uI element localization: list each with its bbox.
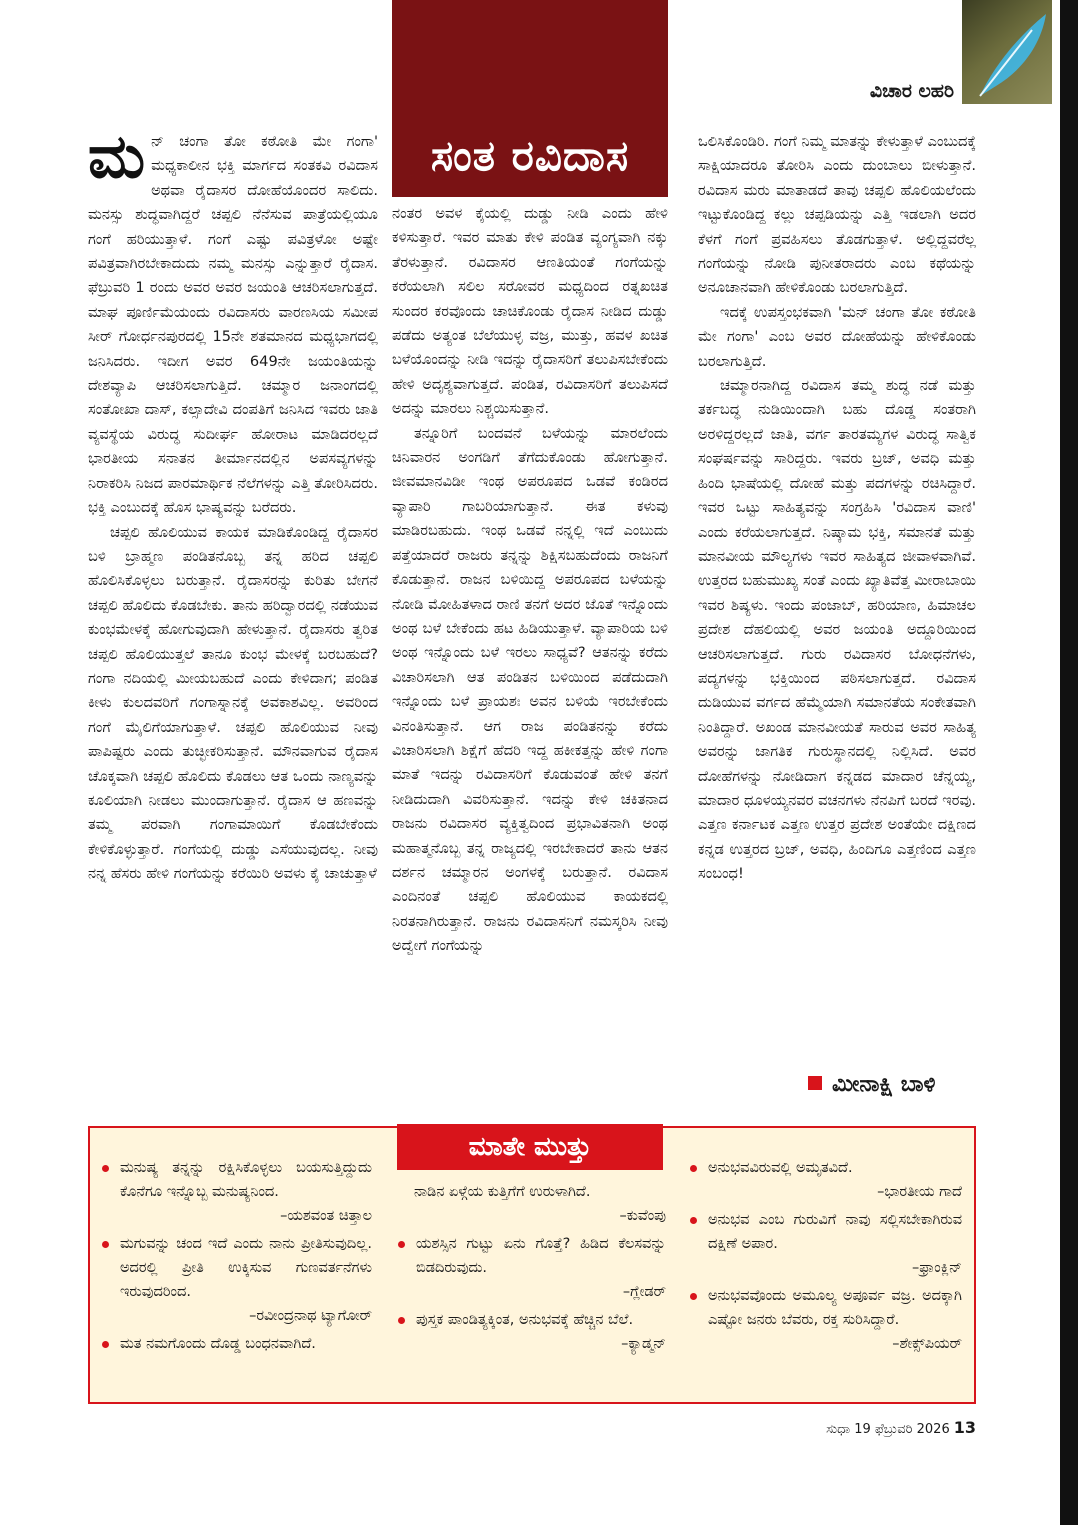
quote-item: ಪುಸ್ತಕ ಪಾಂಡಿತ್ಯಕ್ಕಿಂತ, ಅನುಭವಕ್ಕೆ ಹೆಚ್ಚಿನ ಬೆಲೆ.	[396, 1308, 666, 1332]
author-name: ಮೀನಾಕ್ಷಿ ಬಾಳಿ	[832, 1072, 936, 1097]
column-2-paragraph-1: ನಂತರ ಅವಳ ಕೈಯಲ್ಲಿ ದುಡ್ಡು ನೀಡಿ ಎಂದು ಹೇಳಿ ಕಳಿಸುತ್ತಾರೆ. ಇವರ ಮಾತು ಕೇಳಿ ಪಂಡಿತ ವ್ಯಂಗ್ಯವಾಗಿ ನಕ್ಕು ತೆರಳುತ್ತಾನೆ. ರವಿದಾಸರ ಆಣತಿಯಂತೆ ಗಂಗೆಯನ್ನು ಕರೆಯಲಾಗಿ ಸಲಿಲ ಸರೋವರ ಮಧ್ಯದಿಂದ ರತ್ನಖಚಿತ ಸುಂದರ ಕರವೊಂದು ಚಾಚಿಕೊಂಡು ರೈದಾಸ ನೀಡಿದ ದುಡ್ಡು ಪಡೆದು ಅತ್ಯಂತ ಬೆಲೆಯುಳ್ಳ ವಜ್ರ, ಮುತ್ತು, ಹವಳ ಖಚಿತ ಬಳೆಯೊಂದನ್ನು ನೀಡಿ ಇದನ್ನು ರೈದಾಸರಿಗೆ ತಲುಪಿಸಬೇಕೆಂದು ಹೇಳಿ ಅದೃಶ್ಯವಾಗುತ್ತದೆ. ಪಂಡಿತ, ರವಿದಾಸರಿಗೆ ತಲುಪಿಸದೆ ಅದನ್ನು ಮಾರಲು ನಿಶ್ಚಯಿಸುತ್ತಾನೆ.	[392, 205, 668, 418]
quote-item: ಯಶಸ್ಸಿನ ಗುಟ್ಟು ಏನು ಗೊತ್ತೆ? ಹಿಡಿದ ಕೆಲಸವನ್ನು ಬಿಡದಿರುವುದು.	[396, 1232, 666, 1280]
column-1-paragraph-1: ನ್ ಚಂಗಾ ತೋ ಕಠೋತಿ ಮೇ ಗಂಗಾ' ಮಧ್ಯಕಾಲೀನ ಭಕ್ತಿ ಮಾರ್ಗದ ಸಂತಕವಿ ರವಿದಾಸ ಅಥವಾ ರೈದಾಸರ ದೋಹೆಯೊಂದರ ಸಾಲಿದು. ಮನಸ್ಸು ಶುದ್ಧವಾಗಿದ್ದರೆ ಚಪ್ಪಲಿ ನೆನೆಸುವ ಪಾತ್ರೆಯಲ್ಲಿಯೂ ಗಂಗೆ ಹರಿಯುತ್ತಾಳೆ. ಗಂಗೆ ಎಷ್ಟು ಪವಿತ್ರಳೋ ಅಷ್ಟೇ ಪವಿತ್ರವಾಗಿರಬೇಕಾದುದು ನಮ್ಮ ಮನಸ್ಸು ಎನ್ನುತ್ತಾರೆ ರೈದಾಸ. ಫೆಬ್ರುವರಿ 1 ರಂದು ಅವರ ಅವರ ಜಯಂತಿ ಆಚರಿಸಲಾಗುತ್ತದೆ. ಮಾಘ ಪೂರ್ಣಿಮೆಯಂದು ರವಿದಾಸರು ವಾರಣಸಿಯ ಸಮೀಪ ಸೀರ್ ಗೋರ್ಧನಪುರದಲ್ಲಿ 15ನೇ ಶತಮಾನದ ಮಧ್ಯಭಾಗದಲ್ಲಿ ಜನಿಸಿದರು. ಇದೀಗ ಅವರ 649ನೇ ಜಯಂತಿಯನ್ನು ದೇಶವ್ಯಾಪಿ ಆಚರಿಸಲಾಗುತ್ತಿದೆ. ಚಮ್ಮಾರ ಜನಾಂಗದಲ್ಲಿ ಸಂತೋಖಾ ದಾಸ್, ಕಲ್ಸಾದೇವಿ ದಂಪತಿಗೆ ಜನಿಸಿದ ಇವರು ಜಾತಿ ವ್ಯವಸ್ಥೆಯ ವಿರುದ್ಧ ಸುದೀರ್ಘ ಹೋರಾಟ ಮಾಡಿದರಲ್ಲದೆ ಭಾರತೀಯ ಸನಾತನ ತೀರ್ಮಾನದಲ್ಲಿನ ಅಪಸವ್ಯಗಳನ್ನು ನಿರಾಕರಿಸಿ ನಿಜದ ಪಾರಮಾರ್ಥಿಕ ನೆಲೆಗಳನ್ನು ಎತ್ತಿ ತೋರಿಸಿದರು. ಭಕ್ತಿ ಎಂಬುದಕ್ಕೆ ಹೊಸ ಭಾಷ್ಯವನ್ನು ಬರೆದರು.	[88, 133, 378, 517]
quote-source: –ಕ್ಯಾಡ್ಮನ್	[621, 1336, 666, 1352]
column-1-paragraph-2: ಚಪ್ಪಲಿ ಹೊಲಿಯುವ ಕಾಯಕ ಮಾಡಿಕೊಂಡಿದ್ದ ರೈದಾಸರ ಬಳಿ ಬ್ರಾಹ್ಮಣ ಪಂಡಿತನೊಬ್ಬ ತನ್ನ ಹರಿದ ಚಪ್ಪಲಿ ಹೊಲಿಸಿಕೊಳ್ಳಲು ಬರುತ್ತಾನೆ. ರೈದಾಸರನ್ನು ಕುರಿತು ಬೇಗನೆ ಚಪ್ಪಲಿ ಹೊಲಿದು ಕೊಡಬೇಕು. ತಾನು ಹರಿದ್ವಾರದಲ್ಲಿ ನಡೆಯುವ ಕುಂಭಮೇಳಕ್ಕೆ ಹೋಗುವುದಾಗಿ ಹೇಳುತ್ತಾನೆ. ರೈದಾಸರು ತ್ವರಿತ ಚಪ್ಪಲಿ ಹೊಲಿಯುತ್ತಲೆ ತಾನೂ ಕುಂಭ ಮೇಳಕ್ಕೆ ಬರಬಹುದೆ? ಗಂಗಾ ನದಿಯಲ್ಲಿ ಮೀಯಬಹುದೆ ಎಂದು ಕೇಳಿದಾಗ; ಪಂಡಿತ ಕೀಳು ಕುಲದವರಿಗೆ ಗಂಗಾಸ್ನಾನಕ್ಕೆ ಅವಕಾಶವಿಲ್ಲ. ಅವರಿಂದ ಗಂಗೆ ಮೈಲಿಗೆಯಾಗುತ್ತಾಳೆ. ಚಪ್ಪಲಿ ಹೊಲಿಯುವ ನೀವು ಪಾಪಿಷ್ಟರು ಎಂದು ತುಚ್ಛೀಕರಿಸುತ್ತಾನೆ. ಮೌನವಾಗುವ ರೈದಾಸ ಚೊಕ್ಕವಾಗಿ ಚಪ್ಪಲಿ ಹೊಲಿದು ಕೊಡಲು ಆತ ಒಂದು ನಾಣ್ಯವನ್ನು ಕೂಲಿಯಾಗಿ ನೀಡಲು ಮುಂದಾಗುತ್ತಾನೆ. ರೈದಾಸ ಆ ಹಣವನ್ನು ತಮ್ಮ ಪರವಾಗಿ ಗಂಗಾಮಾಯಿಗೆ ಕೊಡಬೇಕೆಂದು ಕೇಳಿಕೊಳ್ಳುತ್ತಾರೆ. ಗಂಗೆಯಲ್ಲಿ ದುಡ್ಡು ಎಸೆಯುವುದಲ್ಲ. ನೀವು ನನ್ನ ಹೆಸರು ಹೇಳಿ ಗಂಗೆಯನ್ನು ಕರೆಯಿರಿ ಅವಳು ಕೈ ಚಾಚುತ್ತಾಳೆ	[88, 523, 378, 883]
article-column-1	[88, 122, 378, 887]
bullet-square-icon	[808, 1076, 822, 1090]
quote-item: ಅನುಭವ ಎಂಬ ಗುರುವಿಗೆ ನಾವು ಸಲ್ಲಿಸಬೇಕಾಗಿರುವ ದಕ್ಷಿಣೆ ಅಪಾರ.	[688, 1208, 962, 1256]
column-3-paragraph-3: ಚಮ್ಮಾರನಾಗಿದ್ದ ರವಿದಾಸ ತಮ್ಮ ಶುದ್ಧ ನಡೆ ಮತ್ತು ತರ್ಕಬದ್ಧ ನುಡಿಯಿಂದಾಗಿ ಬಹು ದೊಡ್ಡ ಸಂತರಾಗಿ ಅರಳಿದ್ದರಲ್ಲದೆ ಜಾತಿ, ವರ್ಗ ತಾರತಮ್ಯಗಳ ವಿರುದ್ಧ ಸಾತ್ವಿಕ ಸಂಘರ್ಷವನ್ನು ಸಾರಿದ್ದರು. ಇವರು ಬ್ರಜ್, ಅವಧಿ ಮತ್ತು ಹಿಂದಿ ಭಾಷೆಯಲ್ಲಿ ದೋಹೆ ಮತ್ತು ಪದಗಳನ್ನು ರಚಿಸಿದ್ದಾರೆ. ಇವರ ಒಟ್ಟು ಸಾಹಿತ್ಯವನ್ನು ಸಂಗ್ರಹಿಸಿ 'ರವಿದಾಸ ವಾಣಿ' ಎಂದು ಕರೆಯಲಾಗುತ್ತದೆ. ನಿಷ್ಕಾಮ ಭಕ್ತಿ, ಸಮಾನತೆ ಮತ್ತು ಮಾನವೀಯ ಮೌಲ್ಯಗಳು ಇವರ ಸಾಹಿತ್ಯದ ಜೀವಾಳವಾಗಿವೆ. ಉತ್ತರದ ಬಹುಮುಖ್ಯ ಸಂತೆ ಎಂದು ಖ್ಯಾತಿವೆತ್ತ ಮೀರಾಬಾಯಿ ಇವರ ಶಿಷ್ಯಳು. ಇಂದು ಪಂಜಾಬ್, ಹರಿಯಾಣ, ಹಿಮಾಚಲ ಪ್ರದೇಶ ದೆಹಲಿಯಲ್ಲಿ ಅವರ ಜಯಂತಿ ಅದ್ದೂರಿಯಿಂದ ಆಚರಿಸಲಾಗುತ್ತದೆ. ಗುರು ರವಿದಾಸರ ಬೋಧನೆಗಳು, ಪದ್ಯಗಳನ್ನು ಭಕ್ತಿಯಿಂದ ಪಠಿಸಲಾಗುತ್ತದೆ. ರವಿದಾಸ ದುಡಿಯುವ ವರ್ಗದ ಹೆಮ್ಮೆಯಾಗಿ ಸಮಾನತೆಯ ಸಂಕೇತವಾಗಿ ನಿಂತಿದ್ದಾರೆ. ಅಖಂಡ ಮಾನವೀಯತೆ ಸಾರುವ ಅವರ ಸಾಹಿತ್ಯ ಅವರನ್ನು ಜಾಗತಿಕ ಗುರುಸ್ಥಾನದಲ್ಲಿ ನಿಲ್ಲಿಸಿದೆ. ಅವರ ದೋಹೆಗಳನ್ನು ನೋಡಿದಾಗ ಕನ್ನಡದ ಮಾದಾರ ಚೆನ್ನಯ್ಯ, ಮಾದಾರ ಧೂಳಯ್ಯನವರ ವಚನಗಳು ನೆನಪಿಗೆ ಬರದೆ ಇರವು. ಎತ್ತಣ ಕರ್ನಾಟಕ ಎತ್ತಣ ಉತ್ತರ ಪ್ರದೇಶ ಅಂತೆಯೇ ದಕ್ಷಿಣದ ಕನ್ನಡ ಉತ್ತರದ ಬ್ರಜ್, ಅವಧಿ, ಹಿಂದಿಗೂ ಎತ್ತಣಿಂದ ಎತ್ತಣ ಸಂಬಂಧ!	[698, 377, 976, 883]
issue-info: ಸುಧಾ 19 ಫೆಬ್ರುವರಿ 2026	[826, 1422, 950, 1437]
column-2-paragraph-2: ತನ್ನೂರಿಗೆ ಬಂದವನೆ ಬಳೆಯನ್ನು ಮಾರಲೆಂದು ಚಿನಿವಾರನ ಅಂಗಡಿಗೆ ತೆಗೆದುಕೊಂಡು ಹೋಗುತ್ತಾನೆ. ಜೀವಮಾನವಿಡೀ ಇಂಥ ಅಪರೂಪದ ಒಡವೆ ಕಂಡಿರದ ವ್ಯಾಪಾರಿ ಗಾಬರಿಯಾಗುತ್ತಾನೆ. ಈತ ಕಳುವು ಮಾಡಿರಬಹುದು. ಇಂಥ ಒಡವೆ ನನ್ನಲ್ಲಿ ಇದೆ ಎಂಬುದು ಪತ್ತೆಯಾದರೆ ರಾಜರು ತನ್ನನ್ನು ಶಿಕ್ಷಿಸಬಹುದೆಂದು ರಾಜನಿಗೆ ಕೊಡುತ್ತಾನೆ. ರಾಜನ ಬಳಿಯಿದ್ದ ಅಪರೂಪದ ಬಳೆಯನ್ನು ನೋಡಿ ಮೋಹಿತಳಾದ ರಾಣಿ ತನಗೆ ಅದರ ಜೊತೆ ಇನ್ನೊಂದು ಅಂಥ ಬಳೆ ಬೇಕೆಂದು ಹಟ ಹಿಡಿಯುತ್ತಾಳೆ. ವ್ಯಾಪಾರಿಯ ಬಳಿ ಅಂಥ ಇನ್ನೊಂದು ಬಳೆ ಇರಲು ಸಾಧ್ಯವೆ? ಆತನನ್ನು ಕರೆದು ವಿಚಾರಿಸಲಾಗಿ ಆತ ಪಂಡಿತನ ಬಳಿಯಿಂದ ಪಡೆದುದಾಗಿ ಇನ್ನೊಂದು ಬಳೆ ಪ್ರಾಯಶಃ ಅವನ ಬಳಿಯೆ ಇರಬೇಕೆಂದು ವಿನಂತಿಸುತ್ತಾನೆ. ಆಗ ರಾಜ ಪಂಡಿತನನ್ನು ಕರೆದು ವಿಚಾರಿಸಲಾಗಿ ಶಿಕ್ಷೆಗೆ ಹೆದರಿ ಇದ್ದ ಹಕೀಕತ್ತನ್ನು ಹೇಳಿ ಗಂಗಾ ಮಾತೆ ಇದನ್ನು ರವಿದಾಸರಿಗೆ ಕೊಡುವಂತೆ ಹೇಳಿ ತನಗೆ ನೀಡಿದುದಾಗಿ ವಿವರಿಸುತ್ತಾನೆ. ಇದನ್ನು ಕೇಳಿ ಚಕಿತನಾದ ರಾಜನು ರವಿದಾಸರ ವ್ಯಕ್ತಿತ್ವದಿಂದ ಪ್ರಭಾವಿತನಾಗಿ ಅಂಥ ಮಹಾತ್ಮನೊಬ್ಬ ತನ್ನ ರಾಜ್ಯದಲ್ಲಿ ಇರಬೇಕಾದರೆ ತಾನು ಆತನ ದರ್ಶನ ಚಮ್ಮಾರನ ಅಂಗಳಕ್ಕೆ ಬರುತ್ತಾನೆ. ರವಿದಾಸ ಎಂದಿನಂತೆ ಚಪ್ಪಲಿ ಹೊಲಿಯುವ ಕಾಯಕದಲ್ಲಿ ನಿರತನಾಗಿರುತ್ತಾನೆ. ರಾಜನು ರವಿದಾಸನಿಗೆ ನಮಸ್ಕರಿಸಿ ನೀವು ಅದ್ವೇಗೆ ಗಂಗೆಯನ್ನು	[392, 424, 668, 955]
article-title-block	[392, 0, 668, 197]
quote-item: ಮನುಷ್ಯ ತನ್ನನ್ನು ರಕ್ಷಿಸಿಕೊಳ್ಳಲು ಬಯಸುತ್ತಿದ್ದುದು ಕೊನೆಗೂ ಇನ್ನೊಬ್ಬ ಮನುಷ್ಯನಿಂದ.	[100, 1156, 372, 1204]
column-3-paragraph-2: ಇದಕ್ಕೆ ಉಪಸ್ತಂಭಕವಾಗಿ 'ಮನ್ ಚಂಗಾ ತೋ ಕಠೋತಿ ಮೇ ಗಂಗಾ' ಎಂಬ ಅವರ ದೋಹೆಯನ್ನು ಹೇಳಿಕೊಂಡು ಬರಲಾಗುತ್ತಿದೆ.	[698, 303, 976, 370]
bullet-dot-icon	[690, 1293, 697, 1300]
quote-source: –ರವೀಂದ್ರನಾಥ ಟ್ಯಾಗೋರ್	[249, 1308, 372, 1324]
quote-item: ಅನುಭವವೊಂದು ಅಮೂಲ್ಯ ಅಪೂರ್ವ ವಜ್ರ. ಅದಕ್ಕಾಗಿ ಎಷ್ಟೋ ಜನರು ಬೆವರು, ರಕ್ತ ಸುರಿಸಿದ್ದಾರೆ.	[688, 1284, 962, 1332]
bullet-dot-icon	[102, 1241, 109, 1248]
quote-item: ಮಗುವನ್ನು ಚಂದ ಇದೆ ಎಂದು ನಾನು ಪ್ರೀತಿಸುವುದಿಲ್ಲ. ಅದರಲ್ಲಿ ಪ್ರೀತಿ ಉಕ್ಕಿಸುವ ಗುಣವರ್ತನೆಗಳು ಇರುವುದರಿಂದ.	[100, 1232, 372, 1304]
bullet-dot-icon	[102, 1341, 109, 1348]
bullet-dot-icon	[398, 1241, 405, 1248]
quotes-column-1	[100, 1156, 372, 1356]
page-number: 13	[953, 1418, 976, 1437]
section-marker	[962, 0, 1052, 104]
section-label: ವಿಚಾರ ಲಹರಿ	[869, 80, 954, 102]
quotes-title: ಮಾತೇ ಮುತ್ತು	[397, 1124, 663, 1170]
quote-item: ಮತ ನಮಗೊಂದು ದೊಡ್ಡ ಬಂಧನವಾಗಿದೆ.	[100, 1332, 372, 1356]
article-column-2	[392, 202, 668, 959]
quote-continuation: ನಾಡಿನ ಏಳ್ಗೆಯ ಕುತ್ತಿಗೆಗೆ ಉರುಳಾಗಿದೆ.	[414, 1184, 591, 1200]
bullet-dot-icon	[690, 1165, 697, 1172]
feather-icon	[962, 0, 1052, 104]
quote-source: –ಗ್ಲೇಡರ್	[622, 1284, 666, 1300]
column-3-paragraph-1: ಒಲಿಸಿಕೊಂಡಿರಿ. ಗಂಗೆ ನಿಮ್ಮ ಮಾತನ್ನು ಕೇಳುತ್ತಾಳೆ ಎಂಬುದಕ್ಕೆ ಸಾಕ್ಷಿಯಾದರೂ ತೋರಿಸಿ ಎಂದು ದುಂಬಾಲು ಬೀಳುತ್ತಾನೆ. ರವಿದಾಸ ಮರು ಮಾತಾಡದೆ ತಾವು ಚಪ್ಪಲಿ ಹೊಲಿಯಲೆಂದು ಇಟ್ಟುಕೊಂಡಿದ್ದ ಕಲ್ಲು ಚಪ್ಪಡಿಯನ್ನು ಎತ್ತಿ ಇಡಲಾಗಿ ಅದರ ಕೆಳಗೆ ಗಂಗೆ ಪ್ರವಹಿಸಲು ತೊಡಗುತ್ತಾಳೆ. ಅಲ್ಲಿದ್ದವರೆಲ್ಲ ಗಂಗೆಯನ್ನು ನೋಡಿ ಪುನೀತರಾದರು ಎಂಬ ಕಥೆಯನ್ನು ಅನೂಚಾನವಾಗಿ ಹೇಳಿಕೊಂಡು ಬರಲಾಗುತ್ತಿದೆ.	[698, 133, 976, 297]
bullet-dot-icon	[398, 1317, 405, 1324]
quote-source: –ಶೇಕ್ಸ್‌ಪಿಯರ್	[892, 1336, 962, 1352]
bullet-dot-icon	[102, 1165, 109, 1172]
author-byline	[808, 1072, 936, 1097]
article-column-3	[698, 130, 976, 887]
quote-source: –ಫ್ರಾಂಕ್ಲಿನ್	[912, 1260, 962, 1276]
quote-item: ಅನುಭವವಿರುವಲ್ಲಿ ಅಮೃತವಿದೆ.	[688, 1156, 962, 1180]
quote-source: –ಭಾರತೀಯ ಗಾದೆ	[877, 1184, 962, 1200]
quotes-column-3	[688, 1156, 962, 1360]
bullet-dot-icon	[690, 1217, 697, 1224]
page-edge-bar	[1060, 0, 1078, 1525]
quote-source: –ಕುವೆಂಪು	[619, 1208, 666, 1224]
article-title: ಸಂತ ರವಿದಾಸ	[430, 131, 630, 180]
drop-cap: ಮ	[88, 122, 146, 192]
page-footer	[826, 1418, 976, 1437]
quotes-column-2	[396, 1180, 666, 1360]
quote-source: –ಯಶವಂತ ಚಿತ್ತಾಲ	[280, 1208, 372, 1224]
